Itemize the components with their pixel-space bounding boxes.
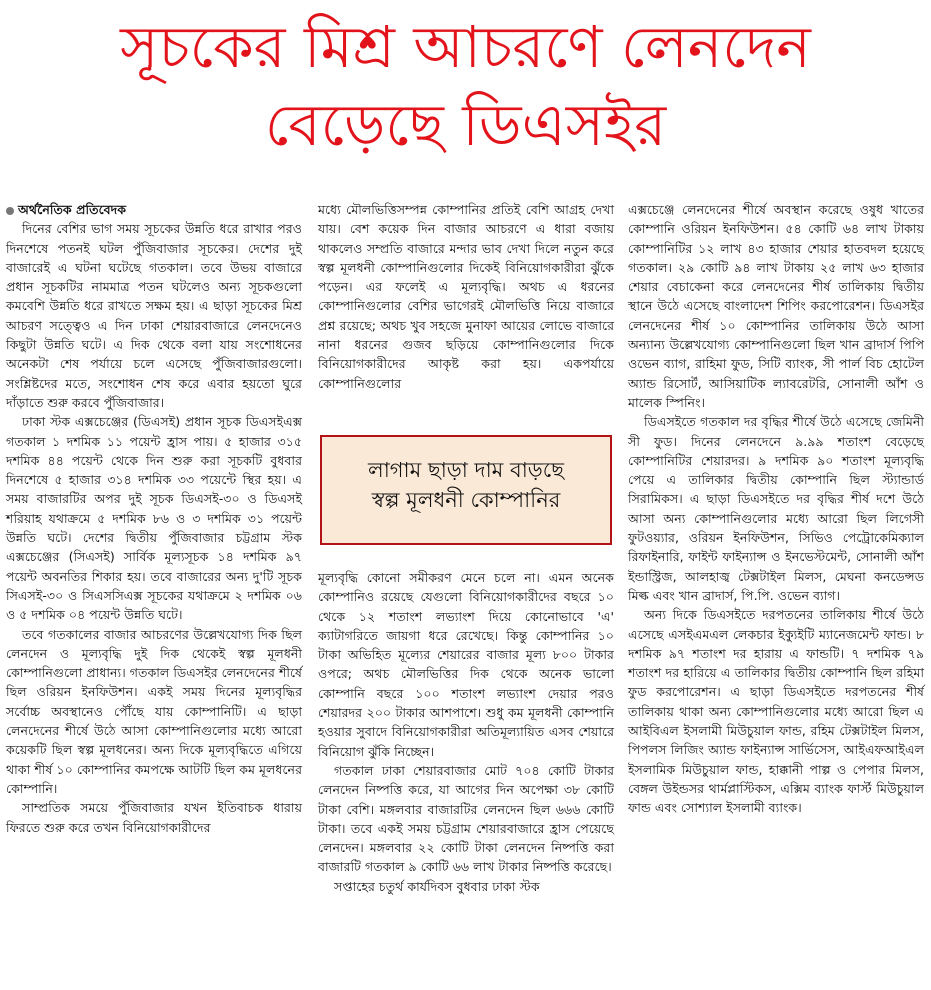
article-column-2-bottom <box>318 568 614 896</box>
paragraph: সাম্প্রতিক সময়ে পুঁজিবাজার যখন ইতিবাচক ধারায় ফিরতে শুরু করে তখন বিনিয়োগকারীদের <box>6 800 302 835</box>
headline-line-1: সূচকের মিশ্র আচরণে লেনদেন <box>120 13 811 81</box>
headline <box>0 8 931 164</box>
pull-quote <box>320 435 612 545</box>
byline-text: অর্থনৈতিক প্রতিবেদক <box>18 202 127 217</box>
paragraph: তবে গতকালের বাজার আচরণের উল্লেখযোগ্য দিক ছিল লেনদেন ও মূল্যবৃদ্ধি দুই দিক থেকেই স্বল্প মূলধনী কোম্পানিগুলো প্রাধান্য। গতকাল ডিএসইর লেনদেনের শীর্ষে ছিল ওরিয়ন ইনফিউশন। একই সময় দিনের মূল্যবৃদ্ধির সর্বোচ্চ অবস্থানেও পৌঁছে যায় কোম্পানিটি। এ ছাড়া লেনদেনের শীর্ষে উঠে আসা কোম্পানিগুলোর মধ্যে আরো কয়েকটি ছিল স্বল্প মূলধনের। অন্য দিকে মূল্যবৃদ্ধিতে এগিয়ে থাকা শীর্ষ ১০ কোম্পানির কমপক্ষে আটটি ছিল কম মূলধনের কোম্পানি। <box>6 626 302 796</box>
paragraph: ডিএসইতে গতকাল দর বৃদ্ধির শীর্ষে উঠে এসেছে জেমিনী সী ফুড। দিনের লেনদেনে ৯.৯৯ শতাংশ বেড়েছে কোম্পানিটির শেয়ারদর। ৯ দশমিক ৯০ শতাংশ মূল্যবৃদ্ধি পেয়ে এ তালিকার দ্বিতীয় কোম্পানি ছিল স্ট্যান্ডার্ড সিরামিকস। এ ছাড়া ডিএসইতে দর বৃদ্ধির শীর্ষ দশে উঠে আসা অন্য কোম্পানিগুলোর মধ্যে আরো ছিল লিগেসী ফুটওয়্যার, ওরিয়ন ইনফিউশন, সিভিও পেট্রোকেমিক্যাল রিফাইনারি, ফাইন্ট ফাইন্যান্স ও ইনভেস্টমেন্ট, সোনালী আঁশ ইন্ডাস্ট্রিজ, আলহাজ্ব টেক্সটাইল মিলস, মেঘনা কনডেন্সড মিল্ক এবং খান ব্রাদার্স, পি.পি. ওভেন ব্যাগ। <box>628 414 924 603</box>
article-column-3 <box>628 200 924 818</box>
paragraph: মূল্যবৃদ্ধি কোনো সমীকরণ মেনে চলে না। এমন অনেক কোম্পানিও রয়েছে যেগুলো বিনিয়োগকারীদের বছরে ১০ থেকে ১২ শতাংশ লভ্যাংশ দিয়ে কোনোভাবে 'এ' ক্যাটাগরিতে জায়গা ধরে রেখেছে। কিন্তু কোম্পানির ১০ টাকা অভিহিত মূল্যের শেয়ারের বাজার মূল্য ৮০০ টাকার ওপরে; অথচ মৌলভিত্তির দিক থেকে অনেক ভালো কোম্পানি বছরে ১০০ শতাংশ লভ্যাংশ দেয়ার পরও শেয়ারদর ২০০ টাকার আশপাশে। শুধু কম মূলধনী কোম্পানি হওয়ার সুবাদে বিনিয়োগকারীরা অতিমূল্যায়িত এসব শেয়ারে বিনিয়োগ ঝুঁকি নিচ্ছেন। <box>318 570 614 759</box>
article-column-2-top <box>318 200 614 393</box>
paragraph: ঢাকা স্টক এক্সচেঞ্জের (ডিএসই) প্রধান সূচক ডিএসইএক্স গতকাল ১ দশমিক ১১ পয়েন্ট হ্রাস পায়। ৫ হাজার ৩১৫ দশমিক ৪৪ পয়েন্ট থেকে দিন শুরু করা সূচকটি বুধবার দিনশেষে ৫ হাজার ৩১৪ দশমিক ৩৩ পয়েন্টে স্থির হয়। এ সময় বাজারটির অপর দুই সূচক ডিএসই-৩০ ও ডিএসই শরিয়াহ যথাক্রমে ৫ দশমিক ৮৬ ও ৩ দশমিক ৩১ পয়েন্ট উন্নতি ঘটে। দেশের দ্বিতীয় পুঁজিবাজার চট্টগ্রাম স্টক এক্সচেঞ্জের (সিএসই) সার্বিক মূল্যসূচক ১৪ দশমিক ৯৭ পয়েন্ট অবনতির শিকার হয়। তবে বাজারের অন্য দু'টি সূচক সিএসই-৩০ ও সিএসসিএক্স সূচকের যথাক্রমে ২ দশমিক ০৬ ও ৫ দশমিক ০৪ পয়েন্ট উন্নতি ঘটে। <box>6 414 302 623</box>
paragraph: দিনের বেশির ভাগ সময় সূচকের উন্নতি ধরে রাখার পরও দিনশেষে পতনই ঘটল পুঁজিবাজার সূচকের। দেশের দুই বাজারেই এ ঘটনা ঘটেছে গতকাল। তবে উভয় বাজারে প্রধান সূচকটির নামমাত্র পতন ঘটলেও অন্য সূচকগুলো কমবেশি উন্নতি ধরে রাখতে সক্ষম হয়। এ ছাড়া সূচকের মিশ্র আচরণ সত্ত্বেও এ দিন ঢাকা শেয়ারবাজারে লেনদেনেও কিছুটা উন্নতি ঘটে। এ দিক থেকে বলা যায় সংশোধনের অনেকটা শেষ পর্যায়ে চলে এসেছে পুঁজিবাজারগুলো। সংশ্লিষ্টদের মতে, সংশোধন শেষ করে এবার হয়তো ঘুরে দাঁড়াতে শুরু করবে পুঁজিবাজার। <box>6 221 302 410</box>
bullet-icon <box>6 207 14 215</box>
article-column-1 <box>6 200 302 837</box>
paragraph: সপ্তাহের চতুর্থ কার্যদিবস বুধবার ঢাকা স্টক <box>334 878 540 894</box>
pull-quote-line-2: স্বল্প মূলধনী কোম্পানির <box>371 488 561 512</box>
paragraph: মধ্যে মৌলভিত্তিসম্পন্ন কোম্পানির প্রতিই বেশি আগ্রহ দেখা যায়। বেশ কয়েক দিন বাজার আচরণে এ ধারা বজায় থাকলেও সম্প্রতি বাজারে মন্দার ভাব দেখা দিলে নতুন করে স্বল্প মূলধনী কোম্পানিগুলোর দিকেই বিনিয়োগকারীরা ঝুঁকে পড়েন। এর ফলেই এ মূল্যবৃদ্ধি। অথচ এ ধরনের কোম্পানিগুলোর বেশির ভাগেরই মৌলভিত্তি নিয়ে বাজারে প্রশ্ন রয়েছে; অথচ খুব সহজে মুনাফা আয়ের লোভে বাজারে নানা ধরনের গুজব ছড়িয়ে কোম্পানিগুলোর দিকে বিনিয়োগকারীদের আকৃষ্ট করা হয়। একপর্যায়ে কোম্পানিগুলোর <box>318 202 614 391</box>
paragraph: গতকাল ঢাকা শেয়ারবাজার মোট ৭০৪ কোটি টাকার লেনদেন নিষ্পত্তি করে, যা আগের দিন অপেক্ষা ৩৮ কোটি টাকা বেশি। মঙ্গলবার বাজারটির লেনদেন ছিল ৬৬৬ কোটি টাকা। তবে একই সময় চট্টগ্রাম শেয়ারবাজারে হ্রাস পেয়েছে লেনদেন। মঙ্গলবার ২২ কোটি টাকা লেনদেন নিষ্পত্তি করা বাজারটি গতকাল ৯ কোটি ৬৬ লাখ টাকার নিষ্পত্তি করেছে। <box>318 762 614 875</box>
pull-quote-line-1: লাগাম ছাড়া দাম বাড়ছে <box>368 458 564 482</box>
paragraph: এক্সচেঞ্জে লেনদেনের শীর্ষে অবস্থান করেছে ওষুধ খাতের কোম্পানি ওরিয়ন ইনফিউশন। ৫৪ কোটি ৬৪ লাখ টাকায় কোম্পানিটির ১২ লাখ ৪৩ হাজার শেয়ার হাতবদল হয়েছে গতকাল। ২৯ কোটি ৯৪ লাখ টাকায় ২৫ লাখ ৬৩ হাজার শেয়ার বেচাকেনা করে লেনদেনের শীর্ষ তালিকায় দ্বিতীয় স্থানে উঠে এসেছে বাংলাদেশ শিপিং করপোরেশন। ডিএসইর লেনদেনের শীর্ষ ১০ কোম্পানির তালিকায় উঠে আসা অন্যান্য উল্লেখযোগ্য কোম্পানিগুলো ছিল খান ব্রাদার্স পিপি ওভেন ব্যাগ, রাহিমা ফুড, সিটি ব্যাংক, সী পার্ল বিচ হোটেল অ্যান্ড রিসোর্ট, আসিয়াটিক ল্যাবরেটরি, সোনালী আঁশ ও মালেক স্পিনিং। <box>628 202 924 410</box>
headline-line-2: বেড়েছে ডিএসইর <box>264 91 667 159</box>
paragraph: অন্য দিকে ডিএসইতে দরপতনের তালিকায় শীর্ষে উঠে এসেছে এসইএমএল লেকচার ইক্যুইটি ম্যানেজমেন্ট ফান্ড। ৮ দশমিক ৯৭ শতাংশ দর হারায় এ ফান্ডটি। ৭ দশমিক ৭৯ শতাংশ দর হারিয়ে এ তালিকার দ্বিতীয় কোম্পানি ছিল রহিমা ফুড করপোরেশন। এ ছাড়া ডিএসইতে দরপতনের শীর্ষ তালিকায় থাকা অন্য কোম্পানিগুলোর মধ্যে আরো ছিল এ আইবিএল ইসলামী মিউচুয়াল ফান্ড, রহিম টেক্সটাইল মিলস, পিপলস লিজিং অ্যান্ড ফাইন্যান্স সার্ভিসেস, আইএফআইএল ইসলামিক মিউচুয়াল ফান্ড, হাক্কানী পাল্প ও পেপার মিলস, বেঙ্গল উইন্ডসর থার্মপ্লাস্টিকস, এক্সিম ব্যাংক ফার্স্ট মিউচুয়াল ফান্ড এবং সোশ্যাল ইসলামী ব্যাংক। <box>628 607 924 816</box>
byline <box>6 200 302 219</box>
